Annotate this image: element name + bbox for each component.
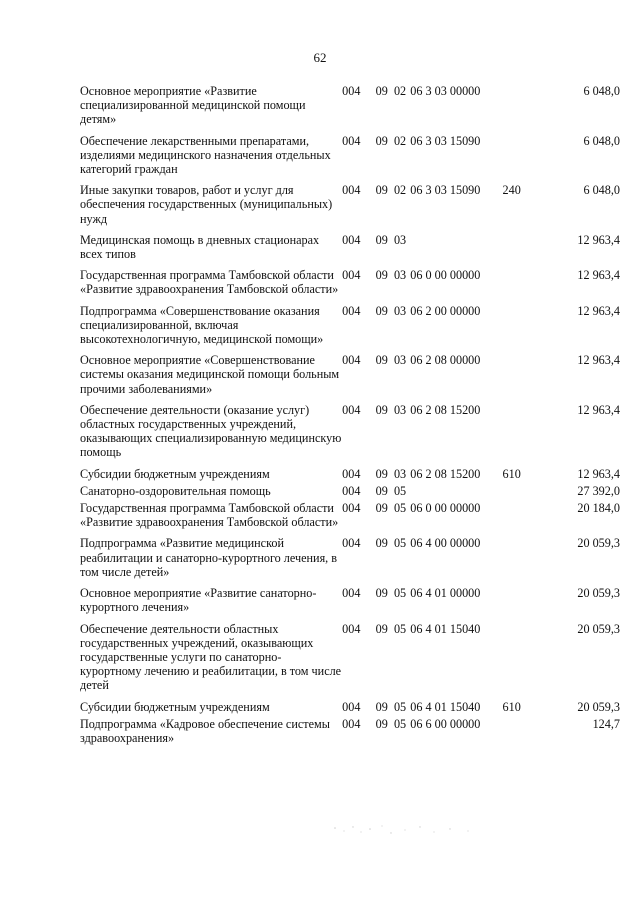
row-name: Государственная программа Тамбовской области «Развитие здравоохранения Тамбовской области» (80, 268, 339, 297)
row-name: Субсидии бюджетным учреждениям (80, 466, 270, 481)
row-expense-type (503, 84, 545, 134)
row-target-article: 06 3 03 00000 (410, 84, 481, 98)
table-row (80, 717, 620, 752)
row-ministry-code: 004 (342, 232, 361, 247)
row-target-article: 06 2 08 15200 (410, 466, 481, 481)
row-section-code (376, 700, 411, 717)
table-row (80, 304, 620, 354)
row-amount: 12 963,4 (577, 402, 620, 417)
row-subsection: 05 (393, 501, 407, 516)
row-section-code (376, 501, 411, 536)
row-amount: 12 963,4 (577, 268, 620, 283)
row-ministry-code: 004 (342, 621, 361, 636)
row-expense-type (503, 501, 545, 536)
table-row (80, 353, 620, 403)
row-ministry-code: 004 (342, 483, 361, 498)
row-subsection: 03 (393, 303, 407, 318)
table-row (80, 622, 620, 700)
row-expense-type (503, 536, 545, 586)
row-section-code (376, 484, 411, 501)
row-name: Основное мероприятие «Развитие специализированной медицинской помощи детям» (80, 84, 306, 127)
table-row (80, 536, 620, 586)
row-section: 09 (375, 402, 388, 417)
row-section-code (376, 84, 411, 134)
row-section: 09 (375, 268, 388, 283)
row-section-code (376, 183, 411, 233)
row-expense-type (503, 484, 545, 501)
row-amount: 20 059,3 (577, 699, 620, 714)
row-section-code (376, 622, 411, 700)
row-section: 09 (375, 586, 388, 601)
row-expense-type (503, 304, 545, 354)
row-target-article: 06 0 00 00000 (410, 268, 481, 283)
row-subsection: 05 (393, 621, 407, 636)
row-amount: 12 963,4 (577, 353, 620, 368)
row-target-article: 06 6 00 00000 (410, 716, 481, 731)
row-name: Медицинская помощь в дневных стационарах всех типов (80, 232, 320, 262)
row-expense-type (503, 268, 545, 303)
budget-table-body (80, 84, 620, 752)
row-amount: 6 048,0 (583, 84, 620, 98)
row-expense-type: 610 (502, 466, 521, 481)
row-ministry-code: 004 (342, 501, 361, 516)
row-expense-type (503, 134, 545, 184)
row-expense-type (503, 622, 545, 700)
scan-noise-marks (330, 822, 480, 838)
row-amount: 124,7 (592, 716, 620, 731)
row-subsection: 05 (393, 699, 407, 714)
row-ministry-code: 004 (342, 586, 361, 601)
row-target-article: 06 4 00 00000 (410, 536, 481, 551)
table-row (80, 484, 620, 501)
row-ministry-code: 004 (342, 133, 361, 148)
row-section: 09 (375, 183, 388, 198)
row-section-code (376, 717, 411, 752)
row-target-article: 06 3 03 15090 (410, 183, 481, 198)
row-expense-type (503, 233, 545, 268)
row-ministry-code: 004 (342, 303, 361, 318)
row-expense-type (503, 403, 545, 467)
row-subsection: 03 (393, 466, 407, 481)
row-name: Подпрограмма «Совершенствование оказания специализированной, включая высокотехнологичную, медицинской помощи» (80, 303, 324, 347)
row-target-article: 06 0 00 00000 (410, 501, 481, 516)
row-ministry-code: 004 (342, 84, 361, 98)
row-ministry-code: 004 (342, 353, 361, 368)
row-subsection: 02 (393, 133, 407, 148)
row-name: Государственная программа Тамбовской области «Развитие здравоохранения Тамбовской области» (80, 501, 339, 530)
row-target-article: 06 2 00 00000 (410, 303, 481, 318)
row-name: Подпрограмма «Развитие медицинской реабилитации и санаторно-курортного лечения, в том числе детей» (80, 536, 338, 579)
row-target-article: 06 2 08 15200 (410, 402, 481, 417)
row-section-code (376, 134, 411, 184)
row-subsection: 05 (393, 536, 407, 551)
row-section-code (376, 467, 411, 484)
row-subsection: 05 (393, 586, 407, 601)
row-ministry-code: 004 (342, 268, 361, 283)
table-row (80, 183, 620, 233)
table-row (80, 501, 620, 536)
row-target-article: 06 4 01 15040 (410, 699, 481, 714)
row-section-code (376, 268, 411, 303)
row-expense-type (503, 353, 545, 403)
table-row (80, 233, 620, 268)
row-section: 09 (375, 716, 388, 731)
row-name: Основное мероприятие «Совершенствование системы оказания медицинской помощи больным прочими заболеваниями» (80, 353, 340, 396)
row-section: 09 (375, 466, 388, 481)
table-row (80, 467, 620, 484)
row-target-article (410, 233, 502, 268)
row-section: 09 (375, 353, 388, 368)
row-amount: 27 392,0 (577, 483, 620, 498)
row-target-article (410, 484, 502, 501)
row-section-code (376, 403, 411, 467)
row-subsection: 03 (393, 402, 407, 417)
table-row (80, 134, 620, 184)
row-ministry-code: 004 (342, 699, 361, 714)
budget-table (80, 84, 620, 752)
row-amount: 6 048,0 (583, 183, 620, 198)
row-name: Субсидии бюджетным учреждениям (80, 699, 270, 714)
row-amount: 20 184,0 (577, 501, 620, 516)
row-subsection: 02 (393, 84, 407, 98)
row-target-article: 06 4 01 15040 (410, 621, 481, 636)
row-section: 09 (375, 536, 388, 551)
row-name: Обеспечение деятельности областных государственных учреждений, оказывающих государственные услуги по санаторно-курортному лечению и реабилитации, в том числе детей (80, 621, 342, 693)
page-number: 62 (313, 50, 327, 65)
row-section: 09 (375, 303, 388, 318)
row-name: Основное мероприятие «Развитие санаторно-курортного лечения» (80, 586, 317, 615)
row-name: Обеспечение лекарственными препаратами, изделиями медицинского назначения отдельных категорий граждан (80, 133, 331, 177)
row-subsection: 05 (393, 483, 407, 498)
row-ministry-code: 004 (342, 716, 361, 731)
row-amount: 20 059,3 (577, 586, 620, 601)
row-name: Иные закупки товаров, работ и услуг для обеспечения государственных (муниципальных) нужд (80, 183, 333, 226)
row-subsection: 03 (393, 353, 407, 368)
row-expense-type (503, 586, 545, 621)
row-subsection: 03 (393, 232, 407, 247)
row-amount: 12 963,4 (577, 303, 620, 318)
row-name: Обеспечение деятельности (оказание услуг) областных государственных учреждений, оказывающих специализированную медицинскую помощь (80, 402, 342, 460)
row-expense-type: 240 (502, 183, 521, 198)
row-section-code (376, 586, 411, 621)
row-subsection: 03 (393, 268, 407, 283)
row-target-article: 06 3 03 15090 (410, 133, 481, 148)
row-section: 09 (375, 483, 388, 498)
row-ministry-code: 004 (342, 536, 361, 551)
table-row (80, 268, 620, 303)
row-section: 09 (375, 501, 388, 516)
row-section: 09 (375, 84, 388, 98)
table-row (80, 84, 620, 134)
row-section-code (376, 353, 411, 403)
row-section: 09 (375, 621, 388, 636)
row-section: 09 (375, 699, 388, 714)
row-target-article: 06 2 08 00000 (410, 353, 481, 368)
row-amount: 20 059,3 (577, 621, 620, 636)
row-expense-type: 610 (502, 699, 521, 714)
row-section-code (376, 233, 411, 268)
row-amount: 12 963,4 (577, 232, 620, 247)
row-amount: 12 963,4 (577, 466, 620, 481)
row-subsection: 02 (393, 183, 407, 198)
row-amount: 20 059,3 (577, 536, 620, 551)
row-name: Подпрограмма «Кадровое обеспечение системы здравоохранения» (80, 716, 330, 745)
row-section-code (376, 304, 411, 354)
row-target-article: 06 4 01 00000 (410, 586, 481, 601)
row-ministry-code: 004 (342, 402, 361, 417)
row-section: 09 (375, 133, 388, 148)
row-ministry-code: 004 (342, 183, 361, 198)
row-section: 09 (375, 232, 388, 247)
row-section-code (376, 536, 411, 586)
table-row (80, 403, 620, 467)
table-row (80, 586, 620, 621)
row-amount: 6 048,0 (583, 133, 620, 148)
row-ministry-code: 004 (342, 466, 361, 481)
row-subsection: 05 (393, 716, 407, 731)
row-name: Санаторно-оздоровительная помощь (80, 483, 271, 498)
table-row (80, 700, 620, 717)
row-expense-type (503, 717, 545, 752)
